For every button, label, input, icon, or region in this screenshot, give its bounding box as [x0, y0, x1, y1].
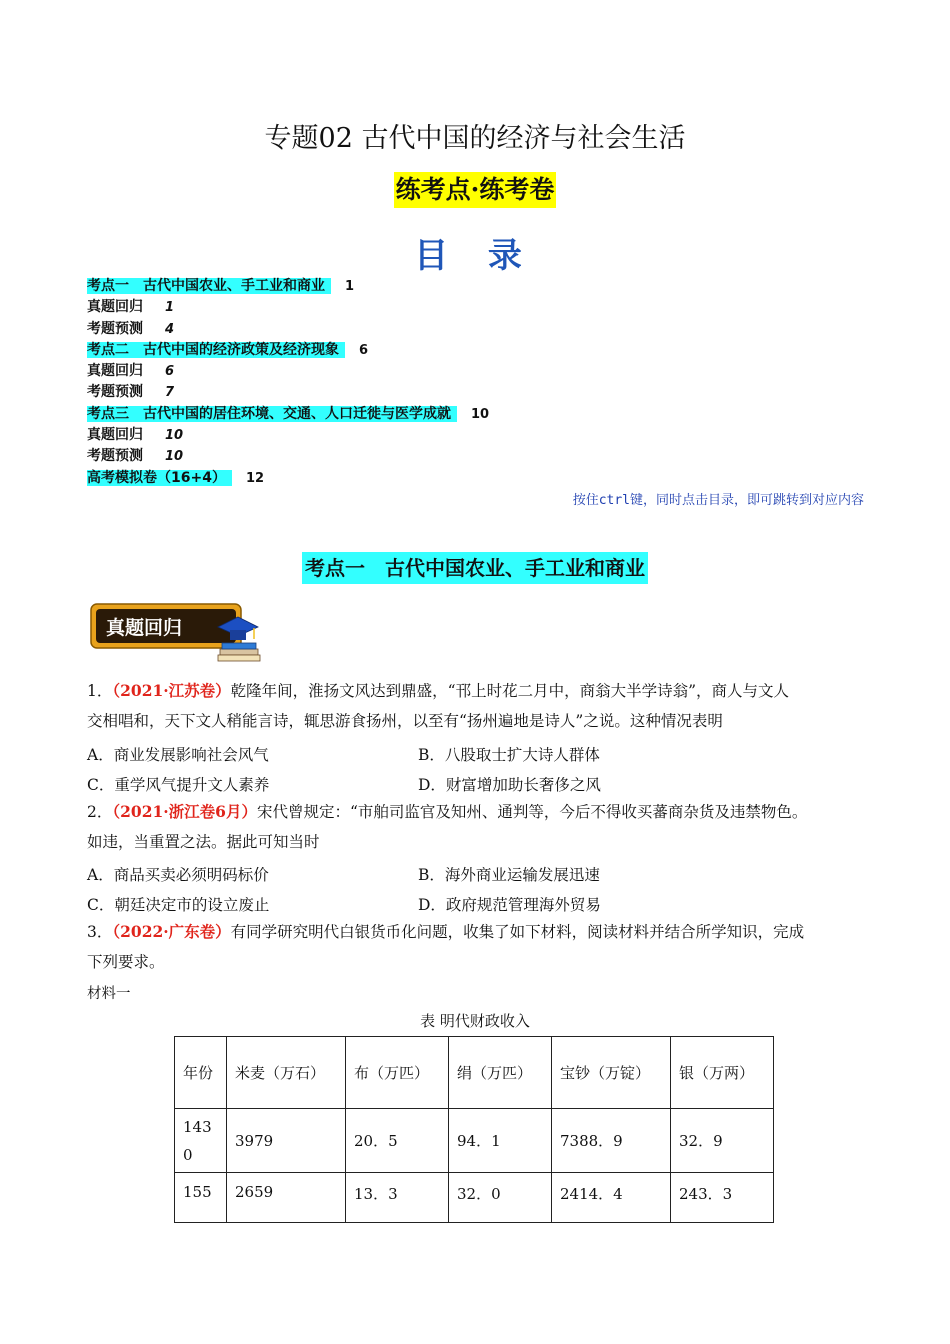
navigation-hint: 按住ctrl键，同时点击目录，即可跳转到对应内容 — [572, 493, 864, 508]
table-cell: 20．5 — [346, 1109, 449, 1173]
table-cell: 94．1 — [449, 1109, 552, 1173]
table-cell: 7388．9 — [552, 1109, 671, 1173]
toc-item[interactable]: 高考模拟卷（16+4） 12 — [87, 469, 265, 486]
table-caption: 表 明代财政收入 — [420, 1012, 530, 1030]
table-header-cell: 银（万两） — [671, 1037, 774, 1109]
table-header-cell: 布（万匹） — [346, 1037, 449, 1109]
table-cell: 2414．4 — [552, 1173, 671, 1223]
toc-item[interactable]: 考点二 古代中国的经济政策及经济现象 6 — [87, 341, 369, 358]
question-source: （2021·浙江卷6月） — [112, 802, 257, 821]
option-a[interactable]: A．商业发展影响社会风气 — [87, 746, 269, 764]
option-d[interactable]: D．政府规范管理海外贸易 — [418, 896, 601, 914]
table-cell: 1430 — [175, 1109, 227, 1173]
table-cell: 243．3 — [671, 1173, 774, 1223]
page-title: 专题02 古代中国的经济与社会生活 — [264, 123, 686, 154]
toc-item[interactable]: 考点一 古代中国农业、手工业和商业 1 — [87, 278, 355, 294]
section-heading: 考点一 古代中国农业、手工业和商业 — [302, 552, 648, 584]
page-subtitle: 练考点·练考卷 — [394, 172, 557, 208]
material-label: 材料一 — [87, 986, 131, 1002]
option-a[interactable]: A．商品买卖必须明码标价 — [87, 866, 269, 884]
question-3: 3．（2022·广东卷）有同学研究明代白银货币化问题，收集了如下材料，阅读材料并结合所学知识，完成 下列要求。 — [87, 922, 805, 971]
table-cell: 32．9 — [671, 1109, 774, 1173]
question-1: 1．（2021·江苏卷）乾隆年间，淮扬文风达到鼎盛，“邗上时花二月中，商翁大半学诗翁”，商人与文人 交相唱和，天下文人稍能言诗，辄思游食扬州，以至有“扬州遍地是诗人”之说。这种情况表明 — [87, 681, 790, 730]
question-source: （2022·广东卷） — [112, 922, 231, 941]
table-header-row — [175, 1037, 774, 1109]
table-cell: 13．3 — [346, 1173, 449, 1223]
option-c[interactable]: C．朝廷决定市的设立废止 — [87, 896, 270, 914]
option-b[interactable]: B．海外商业运输发展迅速 — [418, 866, 600, 884]
table-row — [175, 1173, 774, 1223]
option-d[interactable]: D．财富增加助长奢侈之风 — [418, 776, 601, 794]
option-b[interactable]: B．八股取士扩大诗人群体 — [418, 746, 600, 764]
table-header-cell: 绢（万匹） — [449, 1037, 552, 1109]
toc-item[interactable]: 考点三 古代中国的居住环境、交通、人口迁徙与医学成就 10 — [87, 405, 490, 422]
table-row — [175, 1109, 774, 1173]
option-c[interactable]: C．重学风气提升文人素养 — [87, 776, 270, 794]
table-cell: 155 — [175, 1173, 227, 1223]
books-icon — [218, 643, 260, 661]
table-header-cell: 米麦（万石） — [227, 1037, 346, 1109]
toc-item[interactable]: 考题预测 10 — [87, 448, 184, 465]
finance-table — [174, 1036, 774, 1223]
toc-heading: 目 录 — [414, 236, 536, 276]
toc-item[interactable]: 真题回归 10 — [87, 427, 184, 444]
table-header-cell: 年份 — [175, 1037, 227, 1109]
table-cell: 2659 — [227, 1173, 346, 1223]
question-source: （2021·江苏卷） — [112, 681, 231, 700]
table-of-contents — [87, 276, 489, 489]
table-cell: 3979 — [227, 1109, 346, 1173]
toc-item[interactable]: 考题预测 7 — [87, 384, 175, 401]
table-cell: 32．0 — [449, 1173, 552, 1223]
real-exam-review-badge — [90, 603, 262, 663]
toc-item[interactable]: 考题预测 4 — [87, 320, 175, 337]
toc-item[interactable]: 真题回归 6 — [87, 363, 175, 380]
badge-label: 真题回归 — [106, 617, 183, 639]
table-header-cell: 宝钞（万锭） — [552, 1037, 671, 1109]
question-2: 2．（2021·浙江卷6月）宋代曾规定：“市舶司监官及知州、通判等，今后不得收买蕃商杂货及违禁物色。 如违，当重置之法。据此可知当时 — [87, 802, 808, 851]
toc-item[interactable]: 真题回归 1 — [87, 299, 175, 316]
